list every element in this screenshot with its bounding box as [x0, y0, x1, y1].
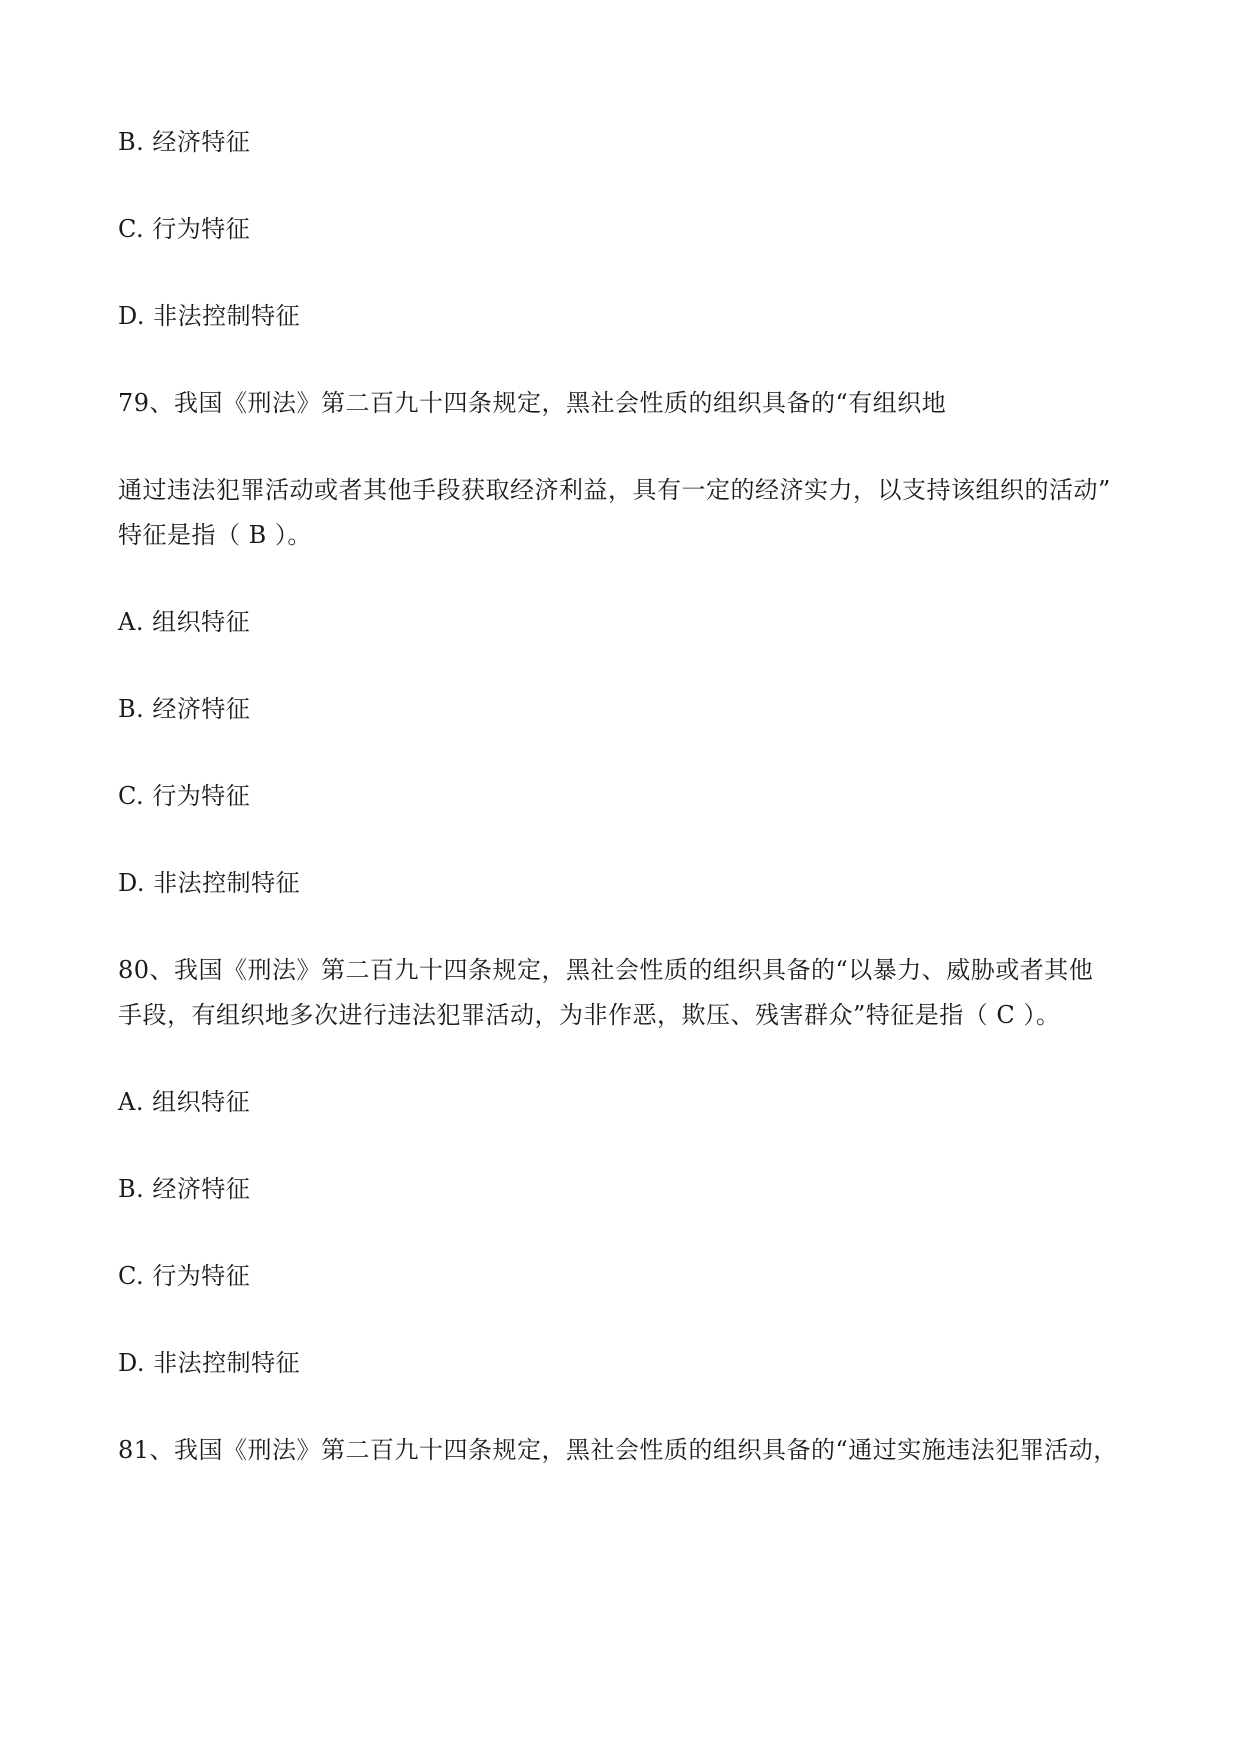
question-81-line-1: 81、我国《刑法》第二百九十四条规定，黑社会性质的组织具备的“通过实施违法犯罪活动， — [118, 1436, 1118, 1464]
option-a-q79: A. 组织特征 — [118, 608, 251, 636]
question-79-line-1: 79、我国《刑法》第二百九十四条规定，黑社会性质的组织具备的“有组织地 — [118, 389, 947, 417]
question-79-line-3: 特征是指（ B ）。 — [118, 521, 312, 549]
option-d-q80: D. 非法控制特征 — [118, 1349, 301, 1377]
option-b-q79: B. 经济特征 — [118, 695, 251, 723]
question-80-line-2: 手段，有组织地多次进行违法犯罪活动，为非作恶，欺压、残害群众”特征是指（ C ）。 — [118, 1001, 1061, 1029]
option-b-q78: B. 经济特征 — [118, 128, 251, 156]
option-c-q80: C. 行为特征 — [118, 1262, 251, 1290]
option-d-q79: D. 非法控制特征 — [118, 869, 301, 897]
option-d-q78: D. 非法控制特征 — [118, 302, 301, 330]
option-c-q79: C. 行为特征 — [118, 782, 251, 810]
question-80-line-1: 80、我国《刑法》第二百九十四条规定，黑社会性质的组织具备的“以暴力、威胁或者其他 — [118, 956, 1094, 984]
option-c-q78: C. 行为特征 — [118, 215, 251, 243]
question-79-line-2: 通过违法犯罪活动或者其他手段获取经济利益，具有一定的经济实力，以支持该组织的活动” — [118, 476, 1111, 504]
option-a-q80: A. 组织特征 — [118, 1088, 251, 1116]
option-b-q80: B. 经济特征 — [118, 1175, 251, 1203]
